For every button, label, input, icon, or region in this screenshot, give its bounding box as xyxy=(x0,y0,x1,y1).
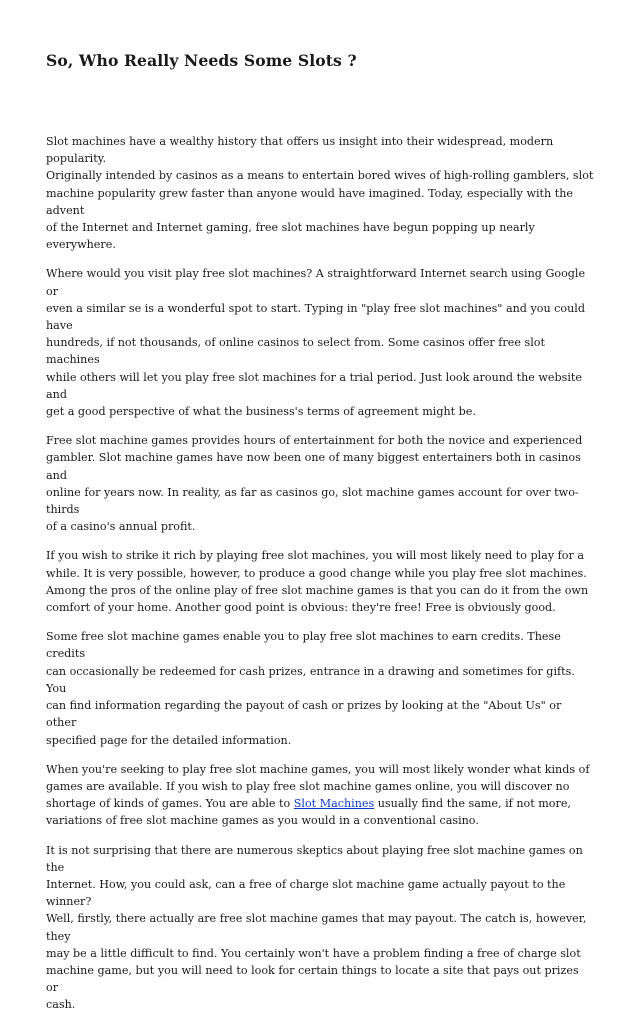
paragraph-5 xyxy=(46,628,594,748)
paragraph-line: If you wish to strike it rich by playing free slot machines, you will most likely need to play for a xyxy=(46,549,585,563)
paragraph-line: variations of free slot machine games as you would in a conventional casino. xyxy=(46,814,479,828)
paragraph-line: online for years now. In reality, as far as casinos go, slot machine games account for over two-thirds xyxy=(46,485,579,517)
paragraph-line: Free slot machine games provides hours of entertainment for both the novice and experienced xyxy=(46,434,583,448)
paragraph-line: gambler. Slot machine games have now been one of many biggest entertainers both in casinos and xyxy=(46,451,581,482)
paragraph-line: cash. xyxy=(46,998,76,1012)
paragraph-line: may be a little difficult to find. You certainly won't have a problem finding a free of charge slot xyxy=(46,946,581,960)
paragraph-line: even a similar se is a wonderful spot to start. Typing in "play free slot machines" and you could have xyxy=(46,301,585,333)
paragraph-line: Well, firstly, there actually are free slot machine games that may payout. The catch is, however, they xyxy=(46,912,587,943)
paragraph-line: can occasionally be redeemed for cash prizes, entrance in a drawing and sometimes for gifts. You xyxy=(46,664,575,695)
paragraph-line: Where would you visit play free slot machines? A straightforward Internet search using Google or xyxy=(46,267,586,298)
paragraph-2 xyxy=(46,265,594,420)
paragraph-line: It is not surprising that there are numerous skeptics about playing free slot machine games on the xyxy=(46,843,583,874)
paragraph-line: machine popularity grew faster than anyone would have imagined. Today, especially with the advent xyxy=(46,186,573,217)
paragraph-line: of a casino's annual profit. xyxy=(46,520,196,534)
paragraph-line: of the Internet and Internet gaming, free slot machines have begun popping up nearly everywhere. xyxy=(46,221,535,252)
paragraph-line: Among the pros of the online play of free slot machine games is that you can do it from the own xyxy=(46,583,589,597)
paragraph-line: Internet. How, you could ask, can a free of charge slot machine game actually payout to the winner? xyxy=(46,877,566,909)
slot-machines-link[interactable]: Slot Machines xyxy=(293,797,375,811)
paragraph-text: usually find the same, if not more, xyxy=(374,797,571,811)
paragraph-line: specified page for the detailed information. xyxy=(46,733,292,747)
paragraph-6 xyxy=(46,761,594,830)
paragraph-line: When you're seeking to play free slot machine games, you will most likely wonder what kinds of xyxy=(46,762,590,776)
paragraph-line: can find information regarding the payout of cash or prizes by looking at the "About Us" or other xyxy=(46,699,562,730)
paragraph-7 xyxy=(46,842,594,1014)
paragraph-line: Slot machines have a wealthy history that offers us insight into their widespread, modern popularity. xyxy=(46,135,554,166)
paragraph-1 xyxy=(46,133,594,253)
document-title: So, Who Really Needs Some Slots ? xyxy=(46,51,357,70)
paragraph-line: while. It is very possible, however, to produce a good change while you play free slot machines. xyxy=(46,566,587,580)
paragraph-4 xyxy=(46,547,594,616)
paragraph-line: hundreds, if not thousands, of online casinos to select from. Some casinos offer free slot machines xyxy=(46,336,545,367)
paragraph-line: while others will let you play free slot machines for a trial period. Just look around the website and xyxy=(46,370,582,401)
paragraph-line: get a good perspective of what the business's terms of agreement might be. xyxy=(46,405,476,419)
paragraph-line: machine game, but you will need to look for certain things to locate a site that pays out prizes or xyxy=(46,963,579,995)
paragraph-3 xyxy=(46,432,594,535)
paragraph-line: comfort of your home. Another good point is obvious: they're free! Free is obviously good. xyxy=(46,601,556,615)
paragraph-line: games are available. If you wish to play free slot machine games online, you will discover no xyxy=(46,779,570,793)
paragraph-line: Some free slot machine games enable you to play free slot machines to earn credits. These credits xyxy=(46,630,561,661)
paragraph-text: shortage of kinds of games. You are able to xyxy=(46,797,294,811)
paragraph-line: Originally intended by casinos as a means to entertain bored wives of high-rolling gamblers, slot xyxy=(46,169,594,183)
document-body xyxy=(46,133,594,1026)
